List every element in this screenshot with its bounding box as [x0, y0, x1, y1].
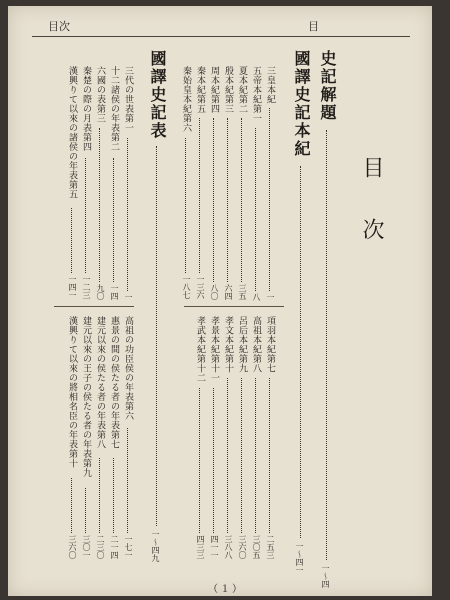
toc-entry-page: 八: [252, 293, 261, 301]
leader-dots: [241, 378, 242, 533]
leader-dots: [255, 378, 256, 533]
leader-dots: [113, 158, 114, 282]
leader-dots: [71, 478, 72, 533]
running-header-right: 目: [308, 20, 319, 33]
header-rule: [32, 36, 410, 37]
book-page: [8, 6, 432, 596]
toc-entry-page: 三六〇: [238, 535, 247, 559]
toc-entry-page: 一二三: [82, 275, 91, 299]
toc-entry-label: 高祖本紀第八: [251, 316, 261, 373]
toc-entry-page: 三〇一: [82, 535, 91, 559]
divider-line: [184, 306, 284, 307]
toc-entry-page: 一: [124, 293, 133, 301]
toc-entry-label: 秦本紀第五: [195, 66, 205, 114]
toc-entry-label: 三皇本紀: [265, 66, 275, 104]
section-kaidai-title: 史記解題: [318, 50, 337, 122]
leader-dots: [300, 166, 301, 538]
section-hyou-page: 一〜四九: [151, 530, 160, 562]
toc-entry-label: 孝武本紀第十二: [195, 316, 205, 383]
toc-entry-page: 三〇五: [252, 535, 261, 559]
divider-line: [54, 306, 134, 307]
toc-entry-label: 三代の世表第一: [123, 66, 133, 133]
toc-entry-label: 秦始皇本紀第六: [181, 66, 191, 133]
leader-dots: [99, 128, 100, 282]
toc-entry-label: 建元以來の王子の侯たる者の年表第九: [81, 316, 91, 478]
leader-dots: [213, 118, 214, 282]
leader-dots: [99, 458, 100, 533]
leader-dots: [85, 158, 86, 273]
toc-entry-label: 漢興りて以來の諸侯の年表第五: [67, 66, 77, 199]
toc-entry-page: 一七一: [124, 535, 133, 559]
page-footer: （１）: [208, 584, 244, 595]
leader-dots: [156, 146, 157, 526]
toc-entry-page: 三八八: [224, 535, 233, 559]
section-honki-page: 一〜四一: [295, 542, 304, 574]
toc-entry-page: 四一一: [210, 535, 219, 559]
leader-dots: [127, 428, 128, 533]
toc-entry-label: 孝景本紀第十一: [209, 316, 219, 383]
leader-dots: [269, 378, 270, 533]
toc-entry-page: 一四一: [68, 275, 77, 299]
toc-entry-page: 二三〇: [96, 535, 105, 559]
section-kaidai-page: 一〜四: [321, 564, 330, 588]
section-hyou-title: 國譯史記表: [148, 50, 167, 140]
leader-dots: [227, 378, 228, 533]
leader-dots: [255, 128, 256, 291]
leader-dots: [227, 118, 228, 282]
toc-entry-page: 二五三: [266, 535, 275, 559]
toc-entry-label: 孝文本紀第十: [223, 316, 233, 373]
toc-entry-label: 惠景の間の侯たる者の年表第七: [109, 316, 119, 449]
toc-entry-label: 漢興りて以來の將相名臣の年表第十: [67, 316, 77, 468]
toc-entry-page: 一四: [110, 284, 119, 300]
leader-dots: [85, 488, 86, 533]
toc-entry-label: 高祖の功臣侯の年表第六: [123, 316, 133, 421]
toc-entry-label: 十二諸侯の年表第二: [109, 66, 119, 152]
toc-entry-label: 五帝本紀第一: [251, 66, 261, 123]
leader-dots: [241, 118, 242, 282]
toc-entry-page: 三五: [238, 284, 247, 300]
leader-dots: [113, 458, 114, 533]
toc-entry-label: 六國の表第三: [95, 66, 105, 123]
toc-entry-label: 建元以來の侯たる者の年表第八: [95, 316, 105, 449]
toc-entry-page: 一八七: [182, 275, 191, 299]
toc-entry-label: 殷本紀第三: [223, 66, 233, 114]
toc-entry-label: 秦楚の際の月表第四: [81, 66, 91, 152]
leader-dots: [213, 388, 214, 533]
toc-entry-label: 項羽本紀第七: [265, 316, 275, 373]
toc-entry-page: 四三三: [196, 535, 205, 559]
toc-entry-page: 九〇: [96, 284, 105, 300]
toc-entry-page: 六四: [224, 284, 233, 300]
leader-dots: [127, 138, 128, 291]
leader-dots: [326, 130, 327, 560]
toc-entry-page: 二一四: [110, 535, 119, 559]
section-honki-title: 國譯史記本紀: [292, 50, 311, 158]
leader-dots: [199, 388, 200, 533]
toc-entry-page: 一三六: [196, 275, 205, 299]
toc-entry-page: 三六〇: [68, 535, 77, 559]
toc-entry-label: 呂后本紀第九: [237, 316, 247, 373]
running-header-left: 目次: [48, 20, 70, 33]
page-title: 目次: [359, 156, 384, 280]
leader-dots: [185, 138, 186, 273]
leader-dots: [269, 108, 270, 291]
toc-entry-page: 八〇: [210, 284, 219, 300]
toc-entry-label: 周本紀第四: [209, 66, 219, 114]
leader-dots: [71, 208, 72, 273]
toc-entry-label: 夏本紀第二: [237, 66, 247, 114]
leader-dots: [199, 118, 200, 273]
toc-entry-page: 一: [266, 293, 275, 301]
